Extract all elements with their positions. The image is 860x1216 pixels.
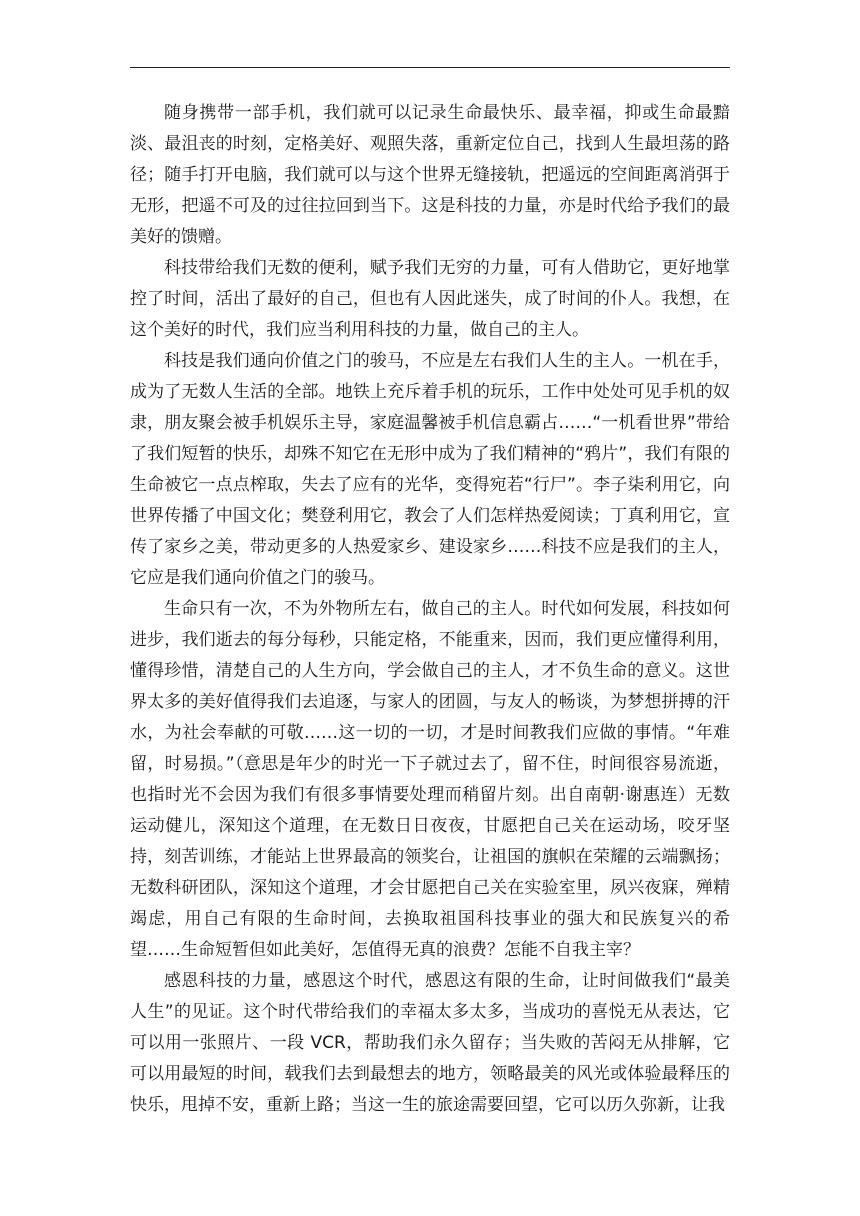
- paragraph-1: 随身携带一部手机，我们就可以记录生命最快乐、最幸福，抑或生命最黯淡、最沮丧的时刻，定格美好、观照失落，重新定位自己，找到人生最坦荡的路径；随手打开电脑，我们就可以与这个世界无缝接轨，把遥远的空间距离消弭于无形，把遥不可及的过往拉回到当下。这是科技的力量，亦是时代给予我们的最美好的馈赠。: [130, 103, 730, 247]
- paragraph-5: 感恩科技的力量，感恩这个时代，感恩这有限的生命，让时间做我们“最美人生”的见证。这个时代带给我们的幸福太多太多，当成功的喜悦无从表达，它可以用一张照片、一段 VCR，帮助我们永久留存；当失败的苦闷无从排解，它可以用最短的时间，载我们去到最想去的地方，领略最美的风光或体验最释压的快乐，甩掉不安，重新上路；当这一生的旅途需要回望，它可以历久弥新，让我: [130, 971, 730, 1115]
- header-rule: [130, 67, 730, 68]
- paragraph-3: 科技是我们通向价值之门的骏马，不应是左右我们人生的主人。一机在手，成为了无数人生活的全部。地铁上充斥着手机的玩乐，工作中处处可见手机的奴隶，朋友聚会被手机娱乐主导，家庭温馨被手机信息霸占……“一机看世界”带给了我们短暂的快乐，却殊不知它在无形中成为了我们精神的“鸦片”，我们有限的生命被它一点点榨取，失去了应有的光华，变得宛若“行尸”。李子柒利用它，向世界传播了中国文化；樊登利用它，教会了人们怎样热爱阅读；丁真利用它，宣传了家乡之美，带动更多的人热爱家乡、建设家乡……科技不应是我们的主人，它应是我们通向价值之门的骏马。: [130, 351, 730, 588]
- paragraph-4: 生命只有一次，不为外物所左右，做自己的主人。时代如何发展，科技如何进步，我们逝去的每分每秒，只能定格，不能重来，因而，我们更应懂得利用，懂得珍惜，清楚自己的人生方向，学会做自己的主人，才不负生命的意义。这世界太多的美好值得我们去追逐，与家人的团圆，与友人的畅谈，为梦想拼搏的汗水，为社会奉献的可敬……这一切的一切，才是时间教我们应做的事情。“年难留，时易损。”（意思是年少的时光一下子就过去了，留不住，时间很容易流逝，也指时光不会因为我们有很多事情要处理而稍留片刻。出自南朝·谢惠连）无数运动健儿，深知这个道理，在无数日日夜夜，甘愿把自己关在运动场，咬牙坚持，刻苦训练，才能站上世界最高的领奖台，让祖国的旗帜在荣耀的云端飘扬；无数科研团队，深知这个道理，才会甘愿把自己关在实验室里，夙兴夜寐，殚精竭虑，用自己有限的生命时间，去换取祖国科技事业的强大和民族复兴的希望……生命短暂但如此美好，怎值得无真的浪费？怎能不自我主宰？: [130, 599, 730, 960]
- document-body: [130, 98, 730, 1121]
- paragraph-2: 科技带给我们无数的便利，赋予我们无穷的力量，可有人借助它，更好地掌控了时间，活出了最好的自己，但也有人因此迷失，成了时间的仆人。我想，在这个美好的时代，我们应当利用科技的力量，做自己的主人。: [130, 258, 730, 340]
